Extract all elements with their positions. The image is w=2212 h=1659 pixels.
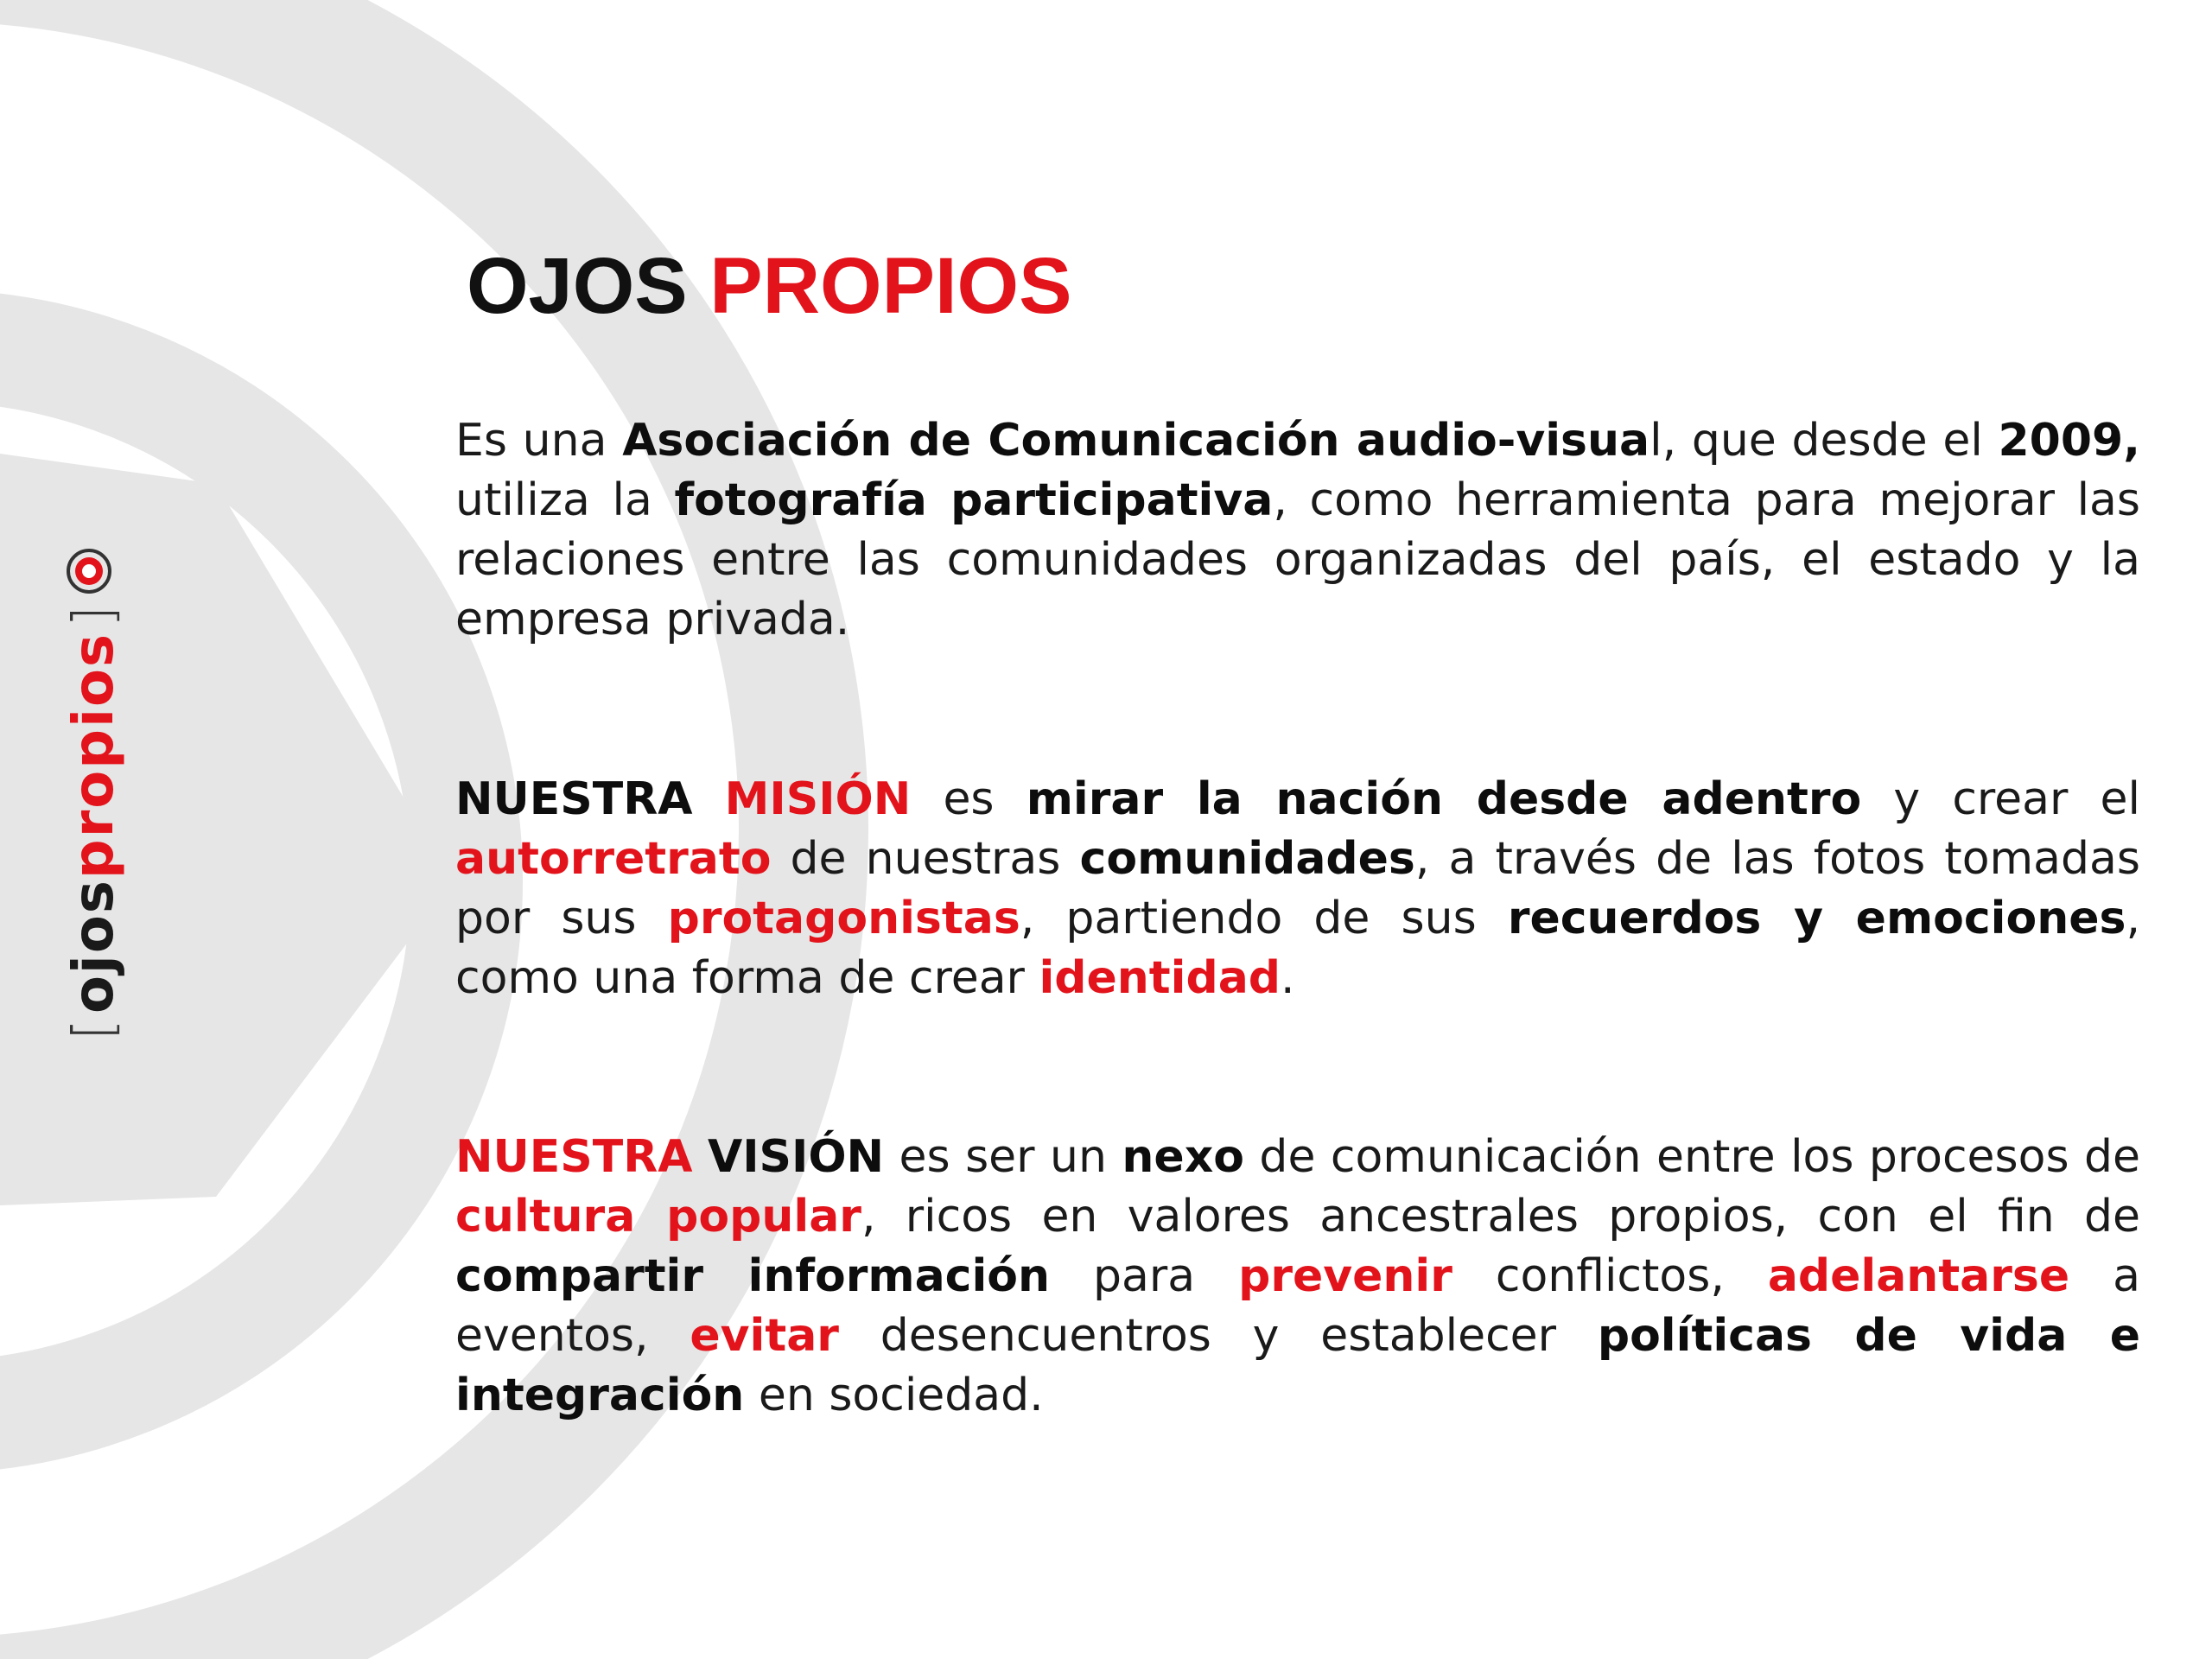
mision-space — [692, 773, 724, 825]
vision-bold-compartir: compartir información — [455, 1250, 1051, 1302]
page-title — [467, 242, 1072, 330]
vision-red-evitar: evitar — [690, 1310, 839, 1362]
vision-space — [692, 1131, 707, 1183]
circle-eye-icon — [65, 547, 123, 595]
mision-text-2: y crear el — [1861, 773, 2140, 825]
intro-text-3: utiliza la — [455, 474, 675, 526]
mision-red-autorretrato: autorretrato — [455, 833, 772, 885]
mision-bold-recuerdos: recuerdos y emociones — [1507, 893, 2126, 944]
vision-paragraph — [455, 1128, 2140, 1426]
side-logo — [61, 547, 126, 1046]
vision-text-4: para — [1050, 1250, 1239, 1302]
mision-text-4: , a través de las fotos tomadas por sus — [455, 833, 2140, 944]
mision-text-7: . — [1281, 952, 1295, 1004]
mision-text-6: , como una forma de crear — [455, 893, 2140, 1004]
vision-text-3: , ricos en valores ancestrales propios, con el fin de — [861, 1191, 2141, 1243]
mision-red-mision: MISIÓN — [724, 773, 912, 825]
logo-word-propios: propios — [61, 632, 126, 880]
logo-bracket-open: [ — [61, 1019, 126, 1040]
intro-bold-year: 2009, — [1998, 415, 2140, 467]
mision-text-1: es — [911, 773, 1027, 825]
logo-bracket-close: ] — [61, 605, 126, 627]
intro-text-4: , como herramienta para mejorar las relaciones entre las comunidades organizadas del país, el estado y la empresa privada. — [455, 474, 2141, 645]
mision-red-identidad: identidad — [1039, 952, 1281, 1004]
intro-text-1: Es una — [455, 415, 623, 467]
vision-red-adelantarse: adelantarse — [1767, 1250, 2070, 1302]
intro-paragraph — [455, 411, 2140, 650]
logo-word-ojos: ojos — [61, 879, 126, 1014]
vision-bold-politicas: políticas de vida e integración — [455, 1310, 2140, 1421]
title-propios: PROPIOS — [709, 242, 1072, 330]
mision-bold-mirar: mirar la nación desde adentro — [1026, 773, 1862, 825]
title-ojos: OJOS — [467, 242, 688, 330]
vision-text-2: de comunicación entre los procesos de — [1243, 1131, 2141, 1183]
vision-text-5: conflictos, — [1452, 1250, 1768, 1302]
vision-red-prevenir: prevenir — [1238, 1250, 1452, 1302]
mision-red-protagonistas: protagonistas — [667, 893, 1020, 944]
mision-paragraph — [455, 770, 2140, 1008]
vision-text-1: es ser un — [884, 1131, 1122, 1183]
vision-red-cultura-popular: cultura popular — [455, 1191, 861, 1243]
vision-text-8: en sociedad. — [744, 1370, 1044, 1421]
mision-text-5: , partiendo de sus — [1020, 893, 1508, 944]
intro-text-2: l, que desde el — [1649, 415, 1999, 467]
vision-red-nuestra: NUESTRA — [455, 1131, 693, 1183]
mision-bold-nuestra: NUESTRA — [455, 773, 693, 825]
intro-bold-asociacion: Asociación de Comunicación audio-visua — [622, 415, 1650, 467]
vision-text-6: a eventos, — [455, 1250, 2140, 1362]
mision-text-3: de nuestras — [771, 833, 1080, 885]
vision-bold-nexo: nexo — [1122, 1131, 1244, 1183]
mision-bold-comunidades: comunidades — [1079, 833, 1415, 885]
intro-bold-fotografia: fotografía participativa — [674, 474, 1274, 526]
vision-text-7: desencuentros y establecer — [838, 1310, 1598, 1362]
vision-bold-vision: VISIÓN — [707, 1131, 885, 1183]
